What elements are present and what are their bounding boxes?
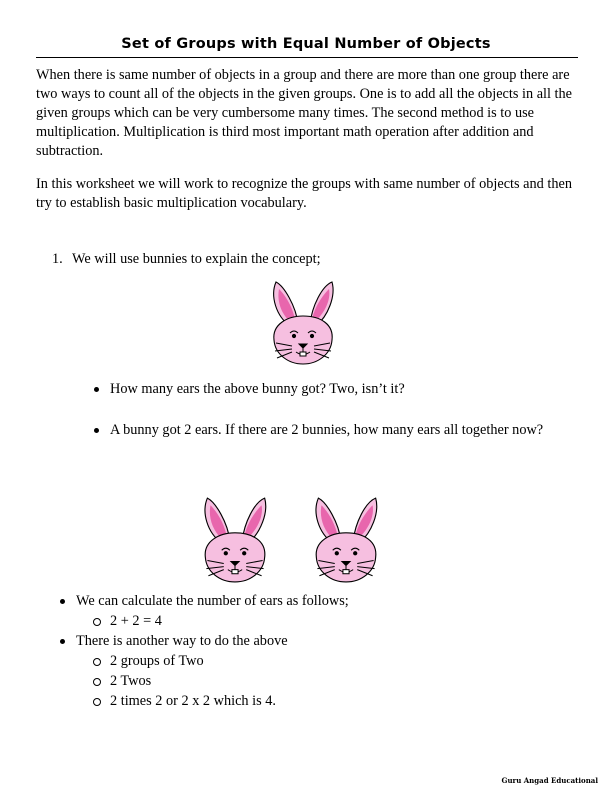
sub-item bbox=[110, 692, 276, 711]
question-text: A bunny got 2 ears. If there are 2 bunnies, how many ears all together now? bbox=[110, 422, 544, 438]
sub-item bbox=[110, 612, 162, 631]
footer-publisher: Guru Angad Educational bbox=[501, 776, 598, 785]
calc-lead: We can calculate the number of ears as follows; bbox=[76, 593, 349, 609]
other-lead: There is another way to do the above bbox=[76, 633, 288, 649]
worksheet-paragraph: In this worksheet we will work to recognize the groups with same number of objects and then try to establish basic multiplication vocabulary. bbox=[36, 176, 573, 211]
bunny-icon bbox=[266, 278, 340, 368]
bullet-dot bbox=[94, 387, 99, 392]
sub-item-text: 2 Twos bbox=[110, 673, 152, 689]
numbered-item-1 bbox=[52, 250, 321, 269]
bunny-icon bbox=[306, 494, 386, 586]
bullet-dot bbox=[60, 639, 65, 644]
item-text: We will use bunnies to explain the concept; bbox=[72, 251, 321, 267]
title-divider bbox=[36, 57, 578, 58]
sub-item-text: 2 + 2 = 4 bbox=[110, 613, 162, 629]
bunny-icon bbox=[195, 494, 275, 586]
sub-item-text: 2 times 2 or 2 x 2 which is 4. bbox=[110, 693, 276, 709]
circle-bullet-icon bbox=[93, 678, 101, 686]
circle-bullet-icon bbox=[93, 698, 101, 706]
bullet-dot bbox=[60, 599, 65, 604]
bullet-question-2 bbox=[110, 421, 580, 440]
item-number: 1. bbox=[52, 251, 63, 267]
page-title: Set of Groups with Equal Number of Objects bbox=[121, 36, 491, 52]
bullet-question-1 bbox=[110, 380, 580, 399]
sub-item bbox=[110, 652, 204, 671]
bullet-other-way bbox=[76, 632, 576, 651]
sub-item-text: 2 groups of Two bbox=[110, 653, 204, 669]
bullet-dot bbox=[94, 428, 99, 433]
circle-bullet-icon bbox=[93, 618, 101, 626]
question-text: How many ears the above bunny got? Two, isn’t it? bbox=[110, 381, 405, 397]
circle-bullet-icon bbox=[93, 658, 101, 666]
sub-item bbox=[110, 672, 151, 691]
bullet-calc bbox=[76, 592, 576, 611]
intro-paragraph: When there is same number of objects in a group and there are more than one group there are two ways to count all of the objects in the given groups. One is to add all the objects in all the given groups which can be very cumbersome many times. The second method is to use multiplication. Multiplication is third most important math operation after addition and subtraction. bbox=[36, 67, 573, 159]
